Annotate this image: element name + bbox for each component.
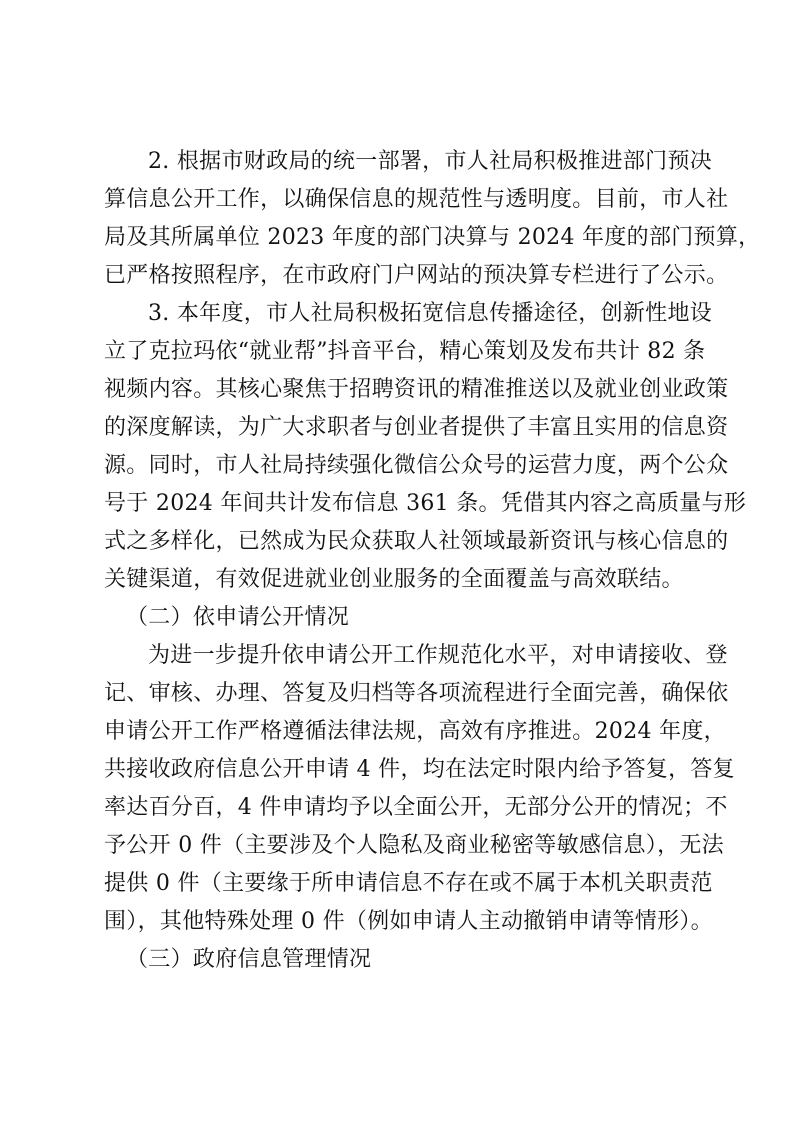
text-line: 立了克拉玛依“就业帮”抖音平台，精心策划及发布共计 82 条 [104,339,706,364]
section-heading: （二）依申请公开情况 [126,605,350,630]
text-line: 局及其所属单位 2023 年度的部门决算与 2024 年度的部门预算， [104,225,761,250]
text-line: 关键渠道，有效促进就业创业服务的全面覆盖与高效联结。 [104,567,684,592]
text-line: 源。同时，市人社局持续强化微信公众号的运营力度，两个公众 [104,453,729,478]
text-line: 算信息公开工作，以确保信息的规范性与透明度。目前，市人社 [104,187,729,212]
text-line: 围），其他特殊处理 0 件（例如申请人主动撤销申请等情形）。 [104,909,713,934]
text-line: 为进一步提升依申请公开工作规范化水平，对申请接收、登 [148,643,728,668]
text-line: 号于 2024 年间共计发布信息 361 条。凭借其内容之高质量与形 [104,491,747,516]
text-line: 已严格按照程序，在市政府门户网站的预决算专栏进行了公示。 [104,263,729,288]
text-line: 3. 本年度，市人社局积极拓宽信息传播途径，创新性地设 [148,301,713,326]
text-line: 2. 根据市财政局的统一部署，市人社局积极推进部门预决 [148,149,713,174]
text-line: 申请公开工作严格遵循法律法规，高效有序推进。2024 年度， [104,719,726,744]
text-line: 记、审核、办理、答复及归档等各项流程进行全面完善，确保依 [104,681,729,706]
text-line: 率达百分百，4 件申请均予以全面公开，无部分公开的情况；不 [104,795,728,820]
text-line: 的深度解读，为广大求职者与创业者提供了丰富且实用的信息资 [104,415,729,440]
text-line: 视频内容。其核心聚焦于招聘资讯的精准推送以及就业创业政策 [104,377,729,402]
text-line: 式之多样化，已然成为民众获取人社领域最新资讯与核心信息的 [104,529,729,554]
text-line: 提供 0 件（主要缘于所申请信息不存在或不属于本机关职责范 [104,871,713,896]
section-heading: （三）政府信息管理情况 [126,947,372,972]
text-line: 予公开 0 件（主要涉及个人隐私及商业秘密等敏感信息），无法 [104,833,724,858]
text-line: 共接收政府信息公开申请 4 件，均在法定时限内给予答复，答复 [104,757,735,782]
